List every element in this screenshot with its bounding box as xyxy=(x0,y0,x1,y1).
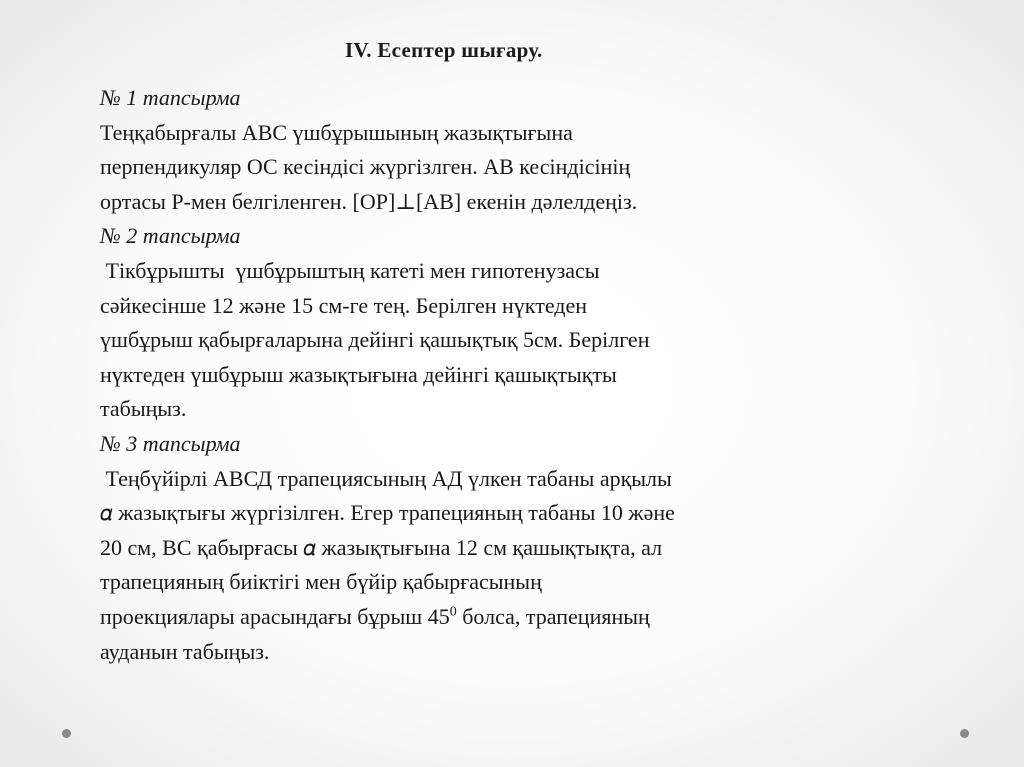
task-2-line: үшбұрыш қабырғаларына дейінгі қашықтық 5см. Берілген xyxy=(100,327,650,353)
bullet-dot-right xyxy=(960,729,969,738)
task-3-line-text: болса, трапецияның xyxy=(456,603,650,629)
task-2-line: сәйкесінше 12 және 15 см-ге тең. Берілген нүктеден xyxy=(100,292,588,318)
task-3-line-text: проекциялары арасындағы бұрыш 45 xyxy=(100,603,450,629)
task-2-line: табыңыз. xyxy=(100,396,187,422)
slide-content xyxy=(100,81,930,669)
task-3-line: Теңбүйірлі АВСД трапециясының АД үлкен табаны арқылы xyxy=(100,465,672,491)
task-2-line: Тікбұрышты үшбұрыштың катеті мен гипотенузасы xyxy=(100,257,600,283)
task-3-line: 20 см, ВС қабырғасы 𝛼 жазықтығына 12 см қашықтықта, ал xyxy=(100,534,663,560)
task-3-heading: № 3 тапсырма xyxy=(100,430,241,456)
task-1-line: Теңқабырғалы АВС үшбұрышының жазықтығына xyxy=(100,119,573,145)
task-2-line: нүктеден үшбұрыш жазықтығына дейінгі қашықтықты xyxy=(100,361,617,387)
degree-superscript: 0 xyxy=(449,604,457,620)
task-2-heading: № 2 тапсырма xyxy=(100,223,241,249)
task-3-line: ауданын табыңыз. xyxy=(100,638,270,664)
task-1-heading: № 1 тапсырма xyxy=(100,85,241,110)
task-3-line: 𝛼 жазықтығы жүргізілген. Егер трапецияның табаны 10 және xyxy=(100,500,675,526)
slide-title: IV. Есептер шығару. xyxy=(345,38,543,62)
task-3-line xyxy=(100,600,930,635)
task-1-line: ортасы Р-мен белгіленген. [ОР]⊥[АВ] екенін дәлелдеңіз. xyxy=(100,188,638,214)
bullet-dot-left xyxy=(62,729,71,738)
task-3-line: трапецияның биіктігі мен бүйір қабырғасының xyxy=(100,569,542,595)
task-1-line: перпендикуляр ОС кесіндісі жүргізлген. АВ кесіндісінің xyxy=(100,154,631,180)
